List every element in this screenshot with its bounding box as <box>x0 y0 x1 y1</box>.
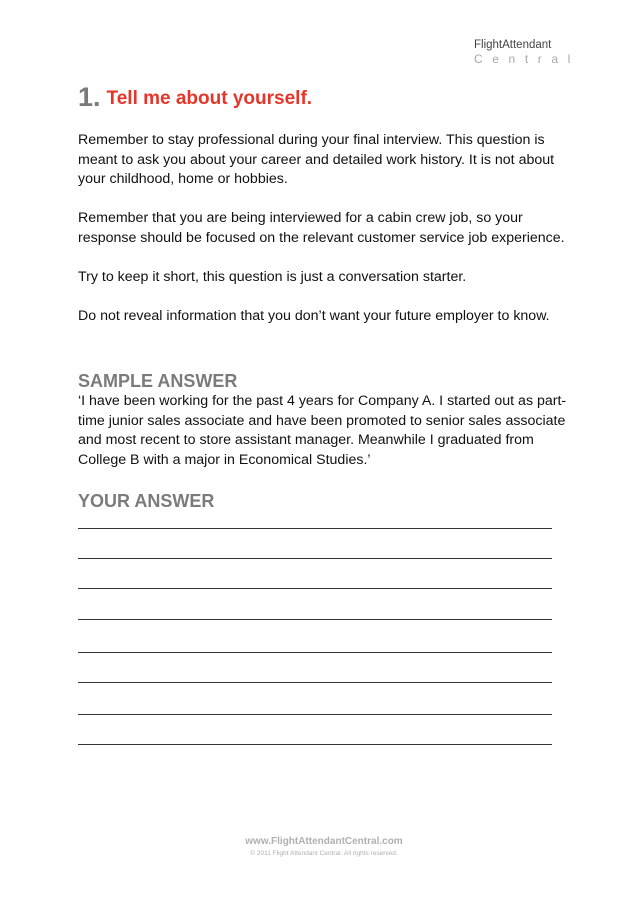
answer-line[interactable] <box>78 528 552 529</box>
answer-line[interactable] <box>78 714 552 715</box>
paragraph-4: Do not reveal information that you don’t want your future employer to know. <box>78 307 550 324</box>
question-heading <box>78 82 312 113</box>
guidance-text <box>78 131 568 346</box>
sample-answer-title: SAMPLE ANSWER <box>78 371 238 391</box>
your-answer-title: YOUR ANSWER <box>78 491 215 511</box>
answer-line[interactable] <box>78 652 552 653</box>
logo-line-1: FlightAttendant <box>474 39 552 51</box>
logo-line-2: Central <box>474 51 580 66</box>
paragraph-1: Remember to stay professional during your final interview. This question is meant to ask you about your career and detailed work history. It is not about your childhood, home or hobbies. <box>78 132 555 187</box>
answer-line[interactable] <box>78 619 552 620</box>
answer-line[interactable] <box>78 682 552 683</box>
paragraph-2: Remember that you are being interviewed for a cabin crew job, so your response should be focused on the relevant customer service job experience. <box>78 210 565 246</box>
footer-copyright: © 2011 Flight Attendant Central. All rights reserved. <box>250 850 398 857</box>
answer-line[interactable] <box>78 744 552 745</box>
logo <box>474 40 584 65</box>
answer-line[interactable] <box>78 588 552 589</box>
question-number: 1. <box>78 82 101 112</box>
question-title: Tell me about yourself. <box>106 88 313 109</box>
sample-answer-text: ‘I have been working for the past 4 years for Company A. I started out as part-time junior sales associate and have been promoted to senior sales associate and most recent to store assistant manager. Meanwhile I graduated from College B with a major in Economical Studies.’ <box>78 393 567 468</box>
footer-url: www.FlightAttendantCentral.com <box>245 836 403 847</box>
answer-line[interactable] <box>78 558 552 559</box>
paragraph-3: Try to keep it short, this question is just a conversation starter. <box>78 268 467 285</box>
footer <box>0 836 638 857</box>
